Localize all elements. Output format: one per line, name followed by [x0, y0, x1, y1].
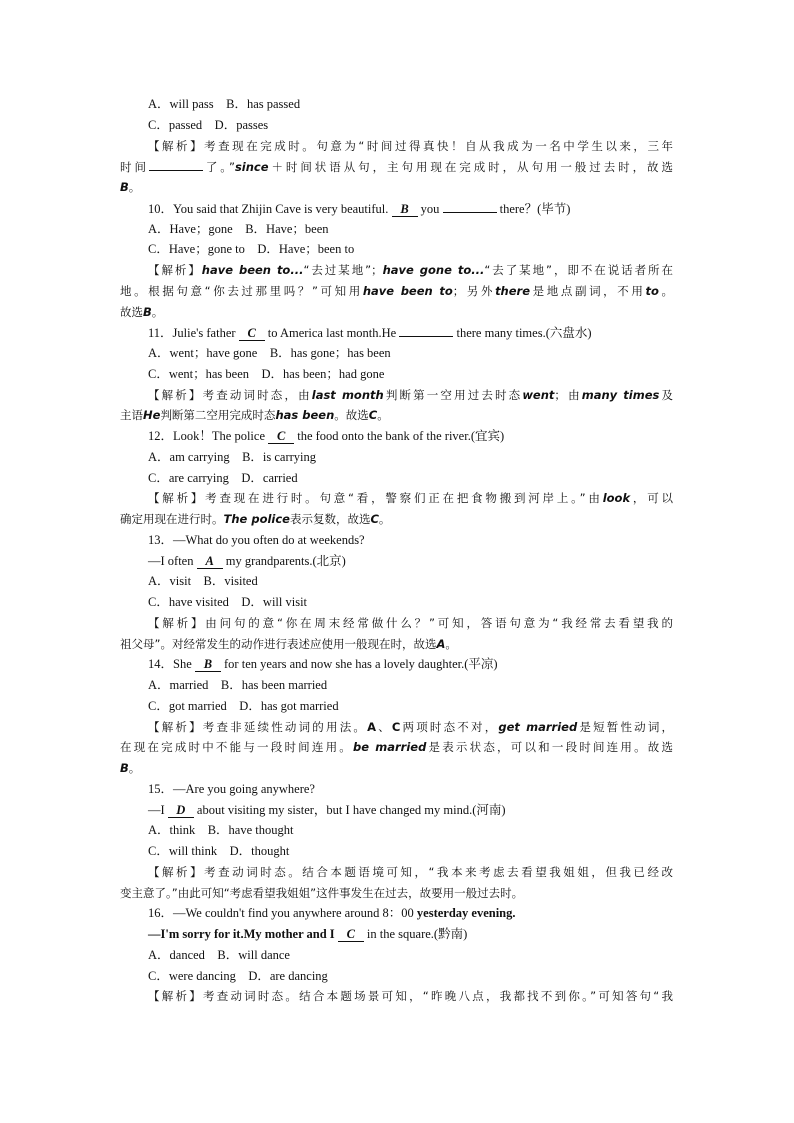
- text-segment: 【解析】考查动词时态。结合本题场景可知，“昨晚八点，我都找不到你。”可知答句“我: [148, 989, 673, 1004]
- text-segment: have gone to...: [382, 263, 485, 277]
- text-segment: 表示复数，故选: [289, 512, 371, 526]
- explanation-continuation: [120, 407, 389, 423]
- fill-in-blank: [149, 158, 203, 171]
- explanation-line: [148, 490, 673, 506]
- text-segment: 判断第二空用完成时态: [160, 408, 276, 423]
- text-segment: 。: [151, 304, 164, 319]
- answer-options: A．visit B．visited: [148, 574, 258, 589]
- text-segment: 时间: [120, 160, 149, 175]
- text-segment: 【解析】考查动词时态，由: [148, 387, 312, 402]
- text-segment: 。: [128, 180, 141, 194]
- answer-options: A．am carrying B．is carrying: [148, 449, 317, 464]
- text-segment: 、: [376, 719, 392, 734]
- text-segment: 。: [377, 408, 389, 423]
- text-segment: C: [368, 408, 378, 423]
- answer-options: A．think B．have thought: [148, 823, 294, 838]
- question-line: [148, 428, 504, 444]
- text-segment: 15．—Are you going anywhere?: [148, 781, 315, 796]
- explanation-continuation: [120, 885, 523, 901]
- explanation-line: [148, 387, 673, 403]
- question-line: [148, 200, 570, 217]
- text-segment: B: [120, 761, 129, 775]
- text-segment: ＋时间状语从句，主句用现在完成时，从句用一般过去时，故选: [268, 160, 673, 175]
- answer-letter: D: [168, 803, 194, 818]
- answer-letter: C: [239, 326, 265, 341]
- text-segment: —I often: [148, 553, 197, 568]
- text-segment: 【解析】: [148, 263, 202, 277]
- text-segment: C: [391, 719, 401, 734]
- explanation-line: [148, 262, 673, 278]
- text-segment: 【解析】由问句的意“你在周末经常做什么？”可知，答语句意为“我经常去看望我的: [148, 615, 673, 630]
- text-segment: 【解析】考查现在完成时。句意为“时间过得真快！自从我成为一名中学生以来，三年: [148, 138, 673, 153]
- text-segment: to America last month.He: [264, 326, 400, 341]
- text-segment: —I: [148, 802, 168, 817]
- text-segment: 12．Look！The police: [148, 429, 269, 443]
- text-segment: in the square.(黔南): [363, 927, 468, 941]
- question-line: [148, 905, 516, 921]
- text-segment: 变主意了。”由此可知“考虑看望我姐姐”这件事发生在过去，故要用一般过去时。: [120, 885, 524, 900]
- text-segment: 。故选: [334, 408, 369, 423]
- text-segment: has been: [275, 408, 335, 423]
- text-segment: 。: [658, 283, 674, 298]
- text-segment: 确定用现在进行时。: [120, 512, 224, 526]
- explanation-continuation: [120, 304, 163, 320]
- explanation-continuation: [120, 511, 390, 527]
- answer-options: C．are carrying D．carried: [148, 470, 298, 485]
- text-segment: “去了某地”，即不在说话者所在: [484, 263, 673, 277]
- text-segment: ；由: [554, 387, 582, 402]
- text-segment: 14．She: [148, 657, 195, 672]
- text-segment: went: [522, 387, 555, 402]
- answer-options: C．have visited D．will visit: [148, 595, 308, 609]
- text-segment: look: [602, 491, 631, 506]
- text-segment: to: [645, 283, 659, 298]
- text-segment: last month: [311, 387, 384, 402]
- answer-letter: C: [268, 429, 294, 444]
- explanation-line: [148, 615, 673, 631]
- answer-options: A．danced B．will dance: [148, 947, 290, 962]
- answer-letter: B: [392, 202, 418, 217]
- text-segment: 是短暂性动词，: [577, 719, 674, 734]
- explanation-continuation: [120, 283, 673, 299]
- text-segment: 。: [378, 512, 391, 526]
- text-segment: 了。”: [202, 160, 235, 175]
- answer-options: C．were dancing D．are dancing: [148, 968, 328, 983]
- text-segment: 是表示状态，可以和一段时间连用。故选: [426, 740, 674, 755]
- text-segment: 两项时态不对，: [400, 719, 499, 734]
- answer-options: A．married B．has been married: [148, 678, 328, 692]
- text-segment: A: [436, 636, 446, 651]
- text-segment: 16．—We couldn't find you anywhere around 8：00: [148, 906, 417, 921]
- text-segment: 【解析】考查非延续性动词的用法。: [148, 719, 368, 734]
- text-segment: get married: [498, 719, 578, 734]
- question-line: [148, 802, 506, 818]
- text-segment: 11．Julie's father: [148, 326, 239, 341]
- text-segment: 。: [128, 761, 141, 775]
- answer-options: C．will think D．thought: [148, 844, 290, 858]
- text-segment: have been to...: [201, 263, 304, 277]
- question-line: [148, 926, 467, 942]
- text-segment: A: [367, 719, 376, 734]
- answer-options: A．will pass B．has passed: [148, 97, 301, 111]
- explanation-continuation: [120, 760, 140, 776]
- text-segment: 地。根据句意“你去过那里吗？”可知用: [120, 283, 363, 298]
- answer-options: C．got married D．has got married: [148, 698, 339, 713]
- fill-in-blank: [443, 200, 497, 213]
- question-line: [148, 656, 498, 672]
- text-segment: 10．You said that Zhijin Cave is very beautiful.: [148, 201, 392, 216]
- text-segment: 在现在完成时中不能与一段时间连用。: [120, 740, 353, 755]
- explanation-line: [148, 138, 673, 154]
- text-segment: 【解析】考查现在进行时。句意“看，警察们正在把食物搬到河岸上。”由: [148, 491, 603, 506]
- question-line: [148, 324, 592, 341]
- text-segment: 主语: [120, 408, 143, 423]
- text-segment: 13．—What do you often do at weekends?: [148, 532, 365, 547]
- text-segment: —I'm sorry for it.My mother and I: [148, 927, 338, 941]
- text-segment: C: [370, 512, 379, 526]
- explanation-continuation: [120, 158, 673, 175]
- explanation-line: [148, 719, 673, 735]
- text-segment: many times: [581, 387, 660, 402]
- text-segment: 祖父母”。对经常发生的动作进行表述应使用一般现在时，故选: [120, 636, 437, 651]
- answer-options: C．Have；gone to D．Have；been to: [148, 242, 355, 257]
- text-segment: there many times.(六盘水): [453, 326, 592, 341]
- text-segment: there: [495, 283, 531, 298]
- text-segment: B: [143, 304, 152, 319]
- text-segment: The police: [223, 512, 290, 526]
- question-line: [148, 781, 315, 797]
- text-segment: since: [234, 160, 269, 175]
- text-segment: for ten years and now she has a lovely daughter.(平凉): [220, 657, 498, 672]
- question-line: [148, 553, 346, 569]
- text-segment: 【解析】考查动词时态。结合本题语境可知，“我本来考虑去看望我姐姐，但我已经改: [148, 864, 673, 879]
- text-segment: 及: [659, 387, 674, 402]
- text-segment: B: [120, 180, 129, 194]
- text-segment: there？(毕节): [496, 201, 571, 216]
- text-segment: ；另外: [452, 283, 496, 298]
- answer-letter: C: [338, 927, 364, 942]
- explanation-continuation: [120, 739, 673, 755]
- text-segment: “去过某地”；: [303, 263, 383, 277]
- answer-options: C．went；has been D．has been；had gone: [148, 366, 385, 381]
- text-segment: 判断第一空用过去时态: [383, 387, 523, 402]
- text-segment: the food onto the bank of the river.(宜宾): [294, 429, 505, 443]
- text-segment: He: [143, 408, 161, 423]
- text-segment: be married: [353, 740, 427, 755]
- answer-options: A．Have；gone B．Have；been: [148, 221, 329, 236]
- text-segment: yesterday evening.: [416, 906, 516, 921]
- text-segment: ，可以: [630, 491, 673, 506]
- text-segment: my grandparents.(北京): [222, 553, 346, 568]
- text-segment: 是地点副词，不用: [530, 283, 646, 298]
- text-segment: 故选: [120, 304, 143, 319]
- explanation-line: [148, 864, 673, 880]
- answer-options: C．passed D．passes: [148, 117, 269, 132]
- text-segment: have been to: [362, 283, 453, 298]
- explanation-continuation: [120, 636, 457, 652]
- text-segment: 。: [445, 636, 457, 651]
- answer-letter: B: [195, 657, 221, 672]
- answer-letter: A: [197, 554, 223, 569]
- fill-in-blank: [399, 324, 453, 337]
- text-segment: about visiting my sister，but I have changed my mind.(河南): [193, 802, 506, 817]
- explanation-continuation: [120, 179, 140, 195]
- question-line: [148, 532, 365, 548]
- explanation-line: [148, 988, 673, 1004]
- answer-options: A．went；have gone B．has gone；has been: [148, 346, 391, 360]
- text-segment: you: [417, 201, 443, 216]
